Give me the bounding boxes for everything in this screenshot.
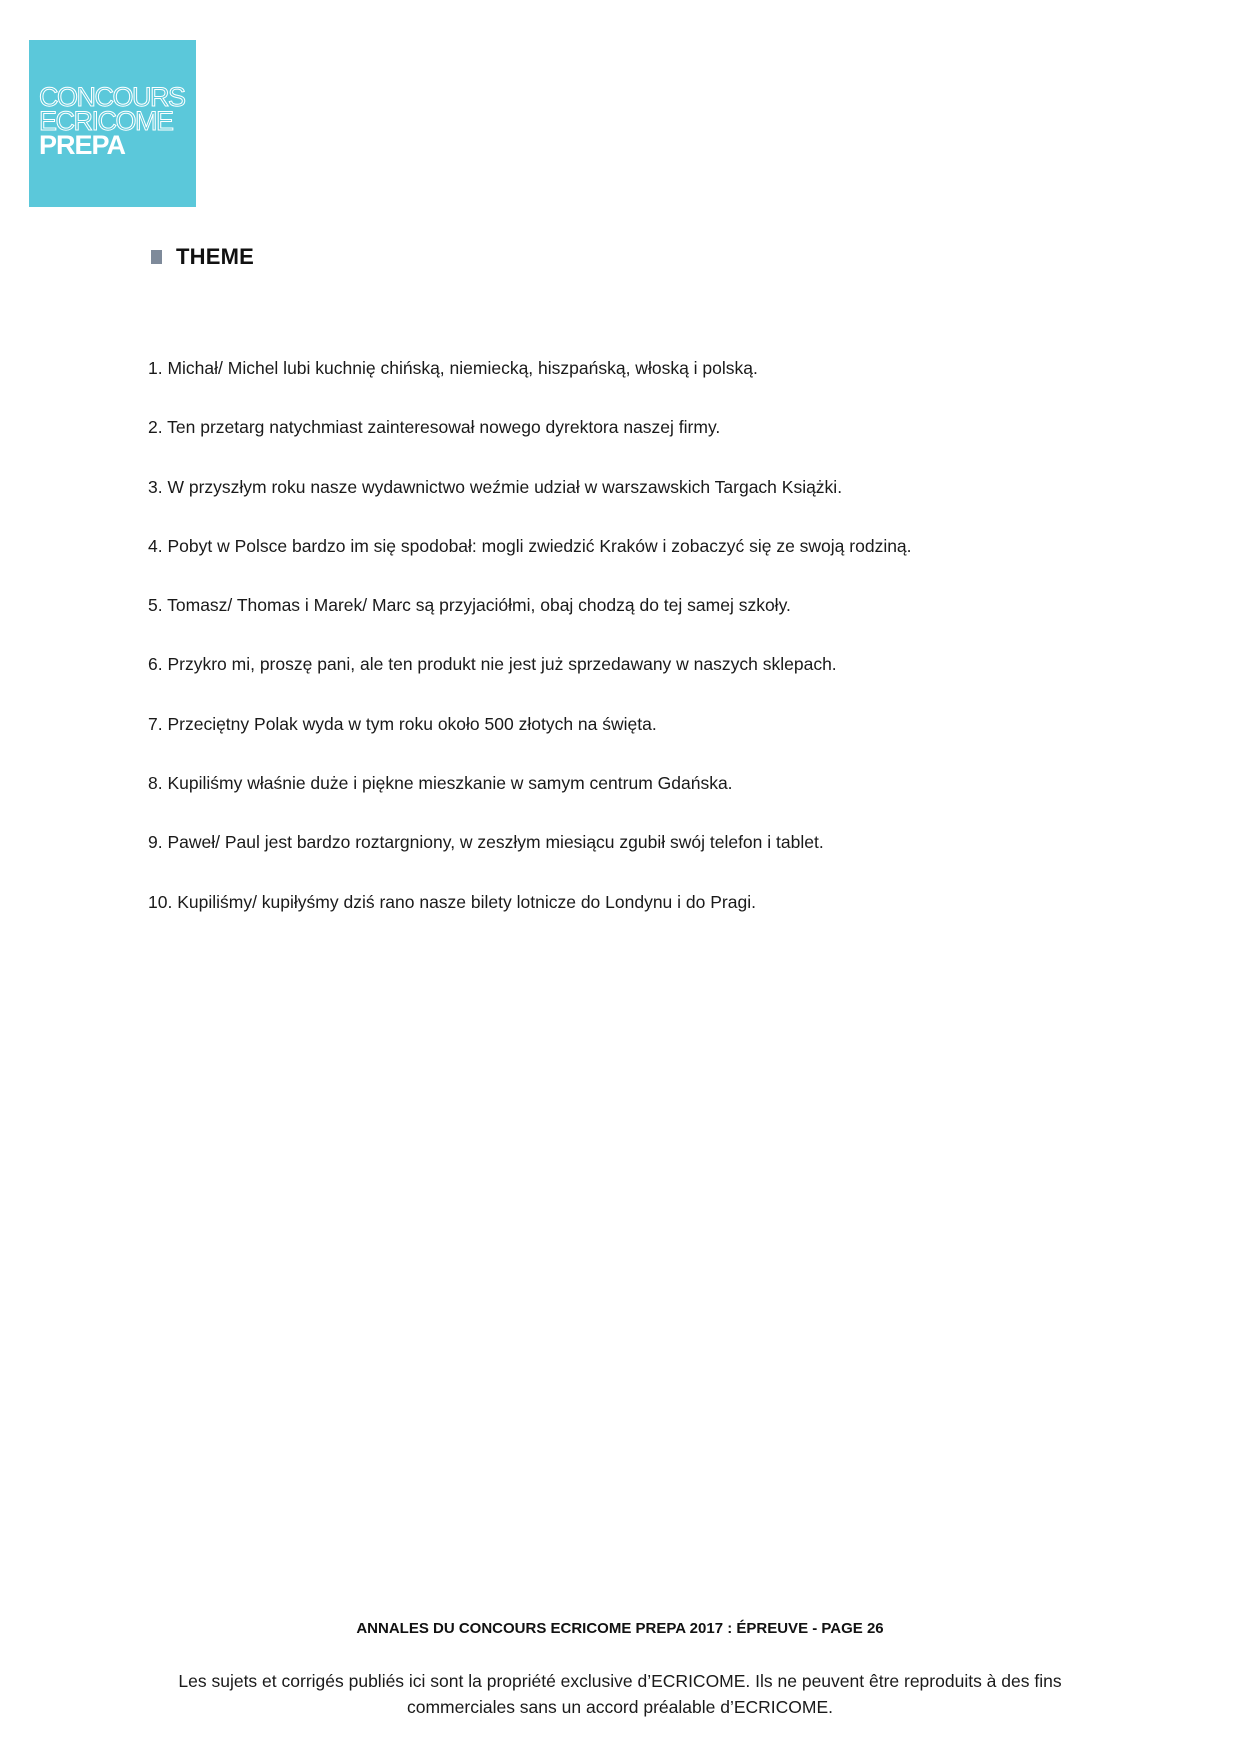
sentence-3: 3. W przyszłym roku nasze wydawnictwo weźmie udział w warszawskich Targach Książki. [148, 476, 843, 497]
heading-bullet-square-icon [151, 250, 162, 264]
sentence-10: 10. Kupiliśmy/ kupiłyśmy dziś rano nasze bilety lotnicze do Londynu i do Pragi. [148, 891, 756, 912]
sentence-6: 6. Przykro mi, proszę pani, ale ten produkt nie jest już sprzedawany w naszych sklepach. [148, 654, 837, 675]
sentence-1: 1. Michał/ Michel lubi kuchnię chińską, niemiecką, hiszpańską, włoską i polską. [148, 358, 758, 378]
concours-ecricome-prepa-logo [29, 40, 196, 207]
sentence-2: 2. Ten przetarg natychmiast zainteresował nowego dyrektora naszej firmy. [148, 417, 721, 438]
section-heading-text: THEME [176, 244, 254, 269]
translation-sentence-list [148, 356, 912, 949]
logo-line-concours: CONCOURS [39, 82, 185, 112]
footer-copyright-note: Les sujets et corrigés publiés ici sont la propriété exclusive d’ECRICOME. Ils ne peuvent être reproduits à des fins commerciales sans un accord préalable d’ECRICOME. [178, 1671, 1062, 1717]
sentence-8: 8. Kupiliśmy właśnie duże i piękne mieszkanie w samym centrum Gdańska. [148, 773, 733, 794]
sentence-7: 7. Przeciętny Polak wyda w tym roku około 500 złotych na święta. [148, 713, 657, 734]
section-heading [151, 244, 254, 270]
footer-page-title: ANNALES DU CONCOURS ECRICOME PREPA 2017 : ÉPREUVE - PAGE 26 [356, 1620, 884, 1637]
sentence-5: 5. Tomasz/ Thomas i Marek/ Marc są przyjaciółmi, obaj chodzą do tej samej szkoły. [148, 595, 791, 616]
sentence-9: 9. Paweł/ Paul jest bardzo roztargniony, w zeszłym miesiącu zgubił swój telefon i tablet. [148, 832, 824, 853]
logo-line-ecricome: ECRICOME [39, 106, 173, 136]
logo-line-prepa: PREPA [39, 130, 126, 160]
sentence-4: 4. Pobyt w Polsce bardzo im się spodobał: mogli zwiedzić Kraków i zobaczyć się ze swoją rodziną. [148, 535, 912, 556]
